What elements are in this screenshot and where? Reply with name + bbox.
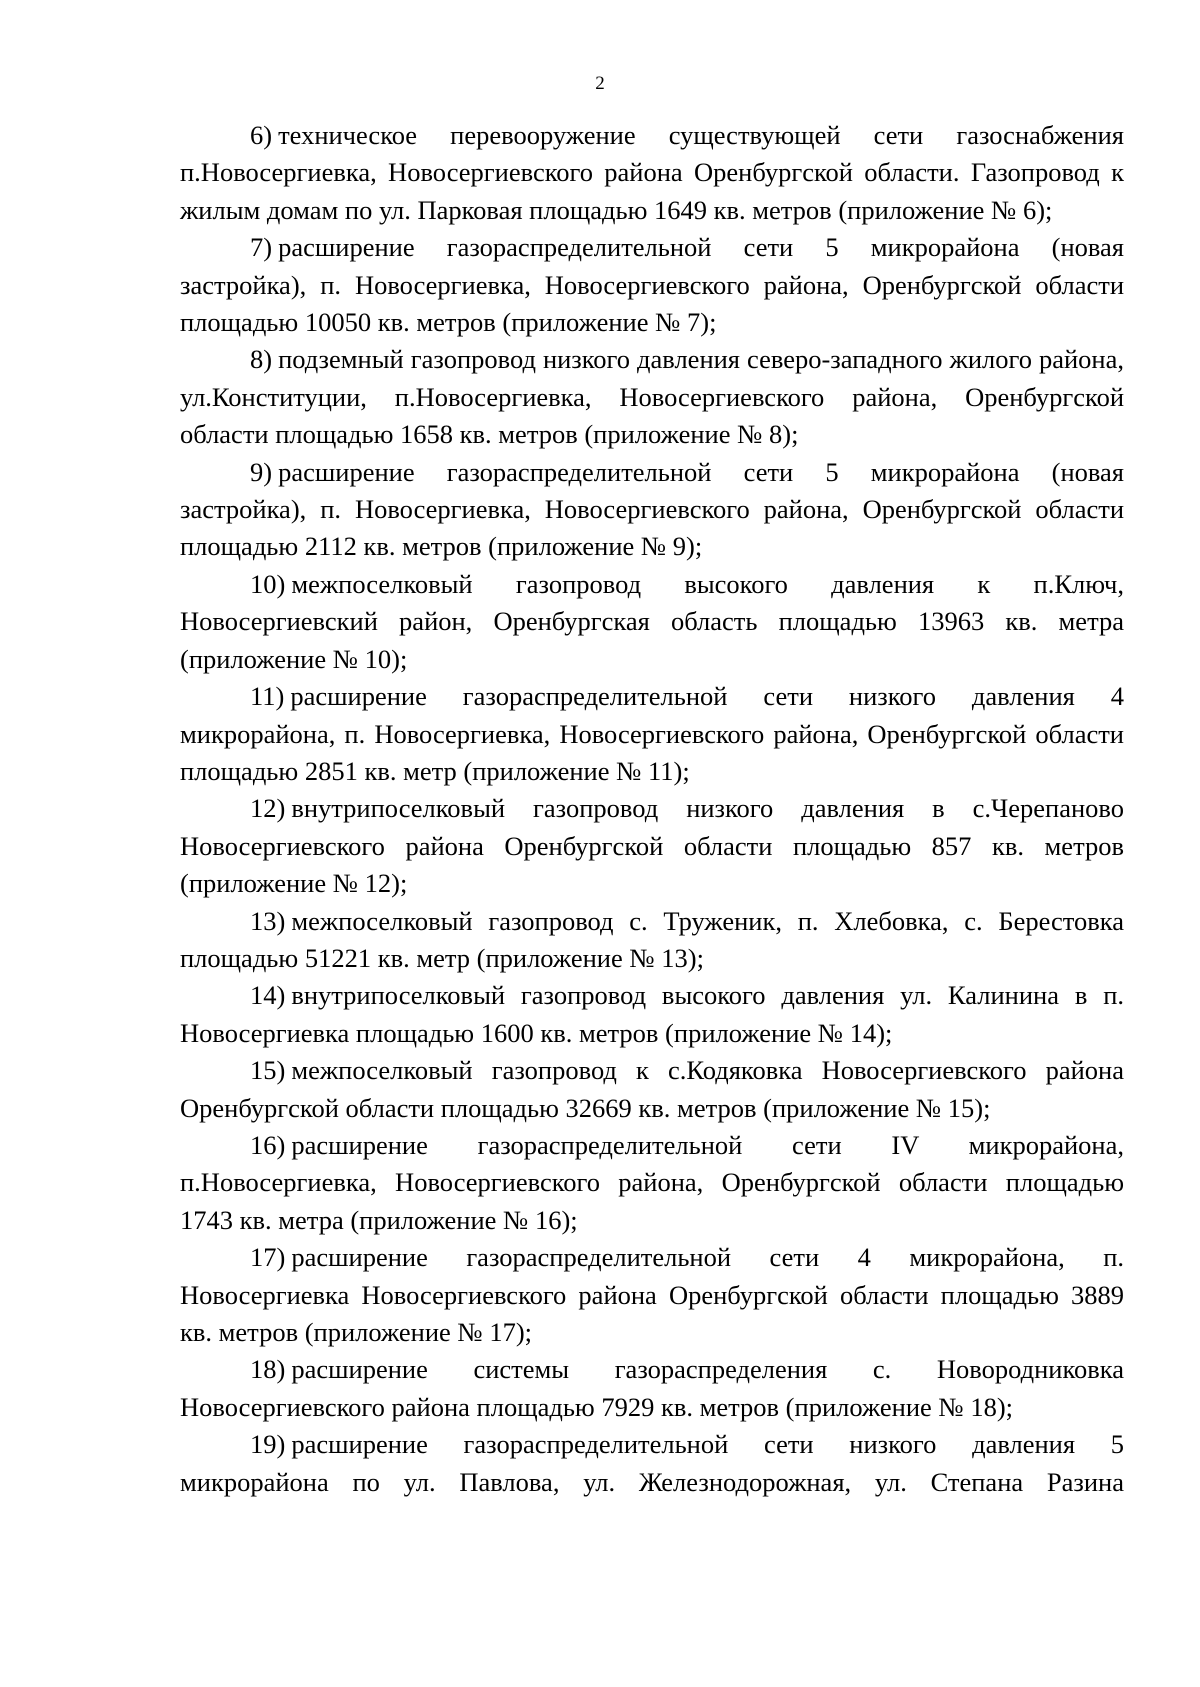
item-text: подземный газопровод низкого давления северо-западного жилого района, ул.Конституции, п.Новосергиевка, Новосергиевского района, Оренбургской области площадью 1658 кв. метров (приложение № 8);: [180, 344, 1124, 450]
item-number: 9): [250, 456, 273, 487]
item-text: расширение газораспределительной сети IV микрорайона, п.Новосергиевка, Новосергиевского района, Оренбургской области площадью 1743 кв. метра (приложение № 16);: [180, 1129, 1124, 1235]
item-number: 6): [250, 120, 273, 150]
list-item: [180, 1052, 1124, 1127]
list-item: [180, 341, 1124, 453]
item-number: 19): [250, 1429, 286, 1460]
item-text: межпоселковый газопровод высокого давления к п.Ключ, Новосергиевский район, Оренбургская область площадью 13963 кв. метра (приложение № 10);: [180, 568, 1124, 674]
item-text: расширение газораспределительной сети низкого давления 4 микрорайона, п. Новосергиевка, Новосергиевского района, Оренбургской области площадью 2851 кв. метр (приложение № 11);: [180, 681, 1124, 786]
item-text: внутрипоселковый газопровод низкого давления в с.Черепаново Новосергиевского района Оренбургской области площадью 857 кв. метров (приложение № 12);: [180, 793, 1124, 899]
item-text: межпоселковый газопровод к с.Кодяковка Новосергиевского района Оренбургской области площадью 32669 кв. метров (приложение № 15);: [180, 1055, 1124, 1123]
list-item: [180, 1127, 1124, 1239]
item-number: 14): [250, 980, 286, 1011]
item-number: 8): [250, 344, 273, 375]
item-number: 17): [250, 1242, 286, 1273]
item-number: 12): [250, 793, 286, 824]
list-item: [180, 790, 1124, 902]
item-number: 16): [250, 1129, 286, 1160]
list-item: [180, 977, 1124, 1052]
list-item: [180, 678, 1124, 790]
list-item: [180, 117, 1124, 229]
item-text: расширение газораспределительной сети низкого давления 5 микрорайона по ул. Павлова, ул. Железнодорожная, ул. Степана Разина: [180, 1429, 1124, 1497]
item-text: межпоселковый газопровод с. Труженик, п. Хлебовка, с. Берестовка площадью 51221 кв. метр (приложение № 13);: [180, 905, 1124, 973]
item-number: 7): [250, 232, 273, 263]
item-number: 13): [250, 905, 286, 936]
item-text: техническое перевооружение существующей сети газоснабжения п.Новосергиевка, Новосергиевского района Оренбургской области. Газопровод к жилым домам по ул. Парковая площадью 1649 кв. метров (приложение № 6);: [180, 120, 1124, 225]
document-body: [180, 117, 1124, 1501]
item-number: 18): [250, 1354, 286, 1385]
item-text: внутрипоселковый газопровод высокого давления ул. Калинина в п. Новосергиевка площадью 1600 кв. метров (приложение № 14);: [180, 980, 1124, 1048]
list-item: [180, 903, 1124, 978]
list-item: [180, 1239, 1124, 1351]
item-number: 10): [250, 568, 286, 599]
item-text: расширение газораспределительной сети 5 микрорайона (новая застройка), п. Новосергиевка, Новосергиевского района, Оренбургской области площадью 10050 кв. метров (приложение № 7);: [180, 232, 1124, 338]
item-number: 15): [250, 1055, 286, 1086]
list-item: [180, 229, 1124, 341]
item-text: расширение газораспределительной сети 4 микрорайона, п. Новосергиевка Новосергиевского района Оренбургской области площадью 3889 кв. метров (приложение № 17);: [180, 1242, 1124, 1347]
list-item: [180, 566, 1124, 678]
page-number: 2: [595, 73, 605, 94]
item-text: расширение системы газораспределения с. Новородниковка Новосергиевского района площадью 7929 кв. метров (приложение № 18);: [180, 1354, 1124, 1422]
list-item: [180, 1351, 1124, 1426]
item-number: 11): [250, 681, 285, 712]
list-item: [180, 1426, 1124, 1501]
list-item: [180, 454, 1124, 566]
item-text: расширение газораспределительной сети 5 микрорайона (новая застройка), п. Новосергиевка, Новосергиевского района, Оренбургской области площадью 2112 кв. метров (приложение № 9);: [180, 456, 1124, 562]
